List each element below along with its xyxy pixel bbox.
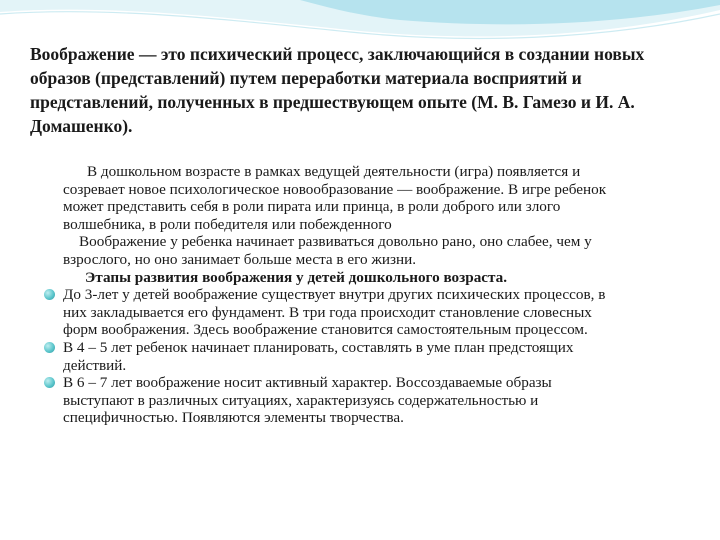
round-bullet-icon (44, 377, 55, 388)
round-bullet-icon (44, 289, 55, 300)
stage-text: До 3-лет у детей воображение существует внутри других психических процессов, в них закладывается его фундамент. В три года происходит становление словесных форм воображения. Здесь воображение становится самостоятельным процессом. (63, 286, 606, 339)
list-item (63, 374, 618, 427)
paragraph-imagination-develops: Воображение у ребенка начинает развиваться довольно рано, оно слабее, чем у взрослого, но оно занимает больше места в его жизни. (63, 233, 592, 268)
slide-content (63, 163, 618, 427)
paragraph-preschool-play: В дошкольном возрасте в рамках ведущей деятельности (игра) появляется и созревает новое психологическое новообразование — воображение. В игре ребенок может представить себя в роли пирата или принца, в роли доброго или злого волшебника, в роли победителя или побежденного (63, 163, 607, 233)
stage-text: В 4 – 5 лет ребенок начинает планировать, составлять в уме план предстоящих действий. (63, 338, 574, 374)
stages-subheading: Этапы развития воображения у детей дошкольного возраста. (85, 268, 508, 286)
stage-text: В 6 – 7 лет воображение носит активный характер. Воссоздаваемые образы выступают в различных ситуациях, характеризуясь содержательностью и специфичностью. Появляются элементы творчества. (63, 374, 552, 427)
stages-list (63, 286, 618, 427)
list-item (63, 339, 618, 374)
round-bullet-icon (44, 342, 55, 353)
list-item (63, 286, 618, 339)
slide-heading: Воображение — это психический процесс, заключающийся в создании новых образов (представлений) путем переработки материала восприятий и представлений, полученных в предшествующем опыте (М. В. Гамезо и И. А. Домашенко). (30, 44, 645, 136)
